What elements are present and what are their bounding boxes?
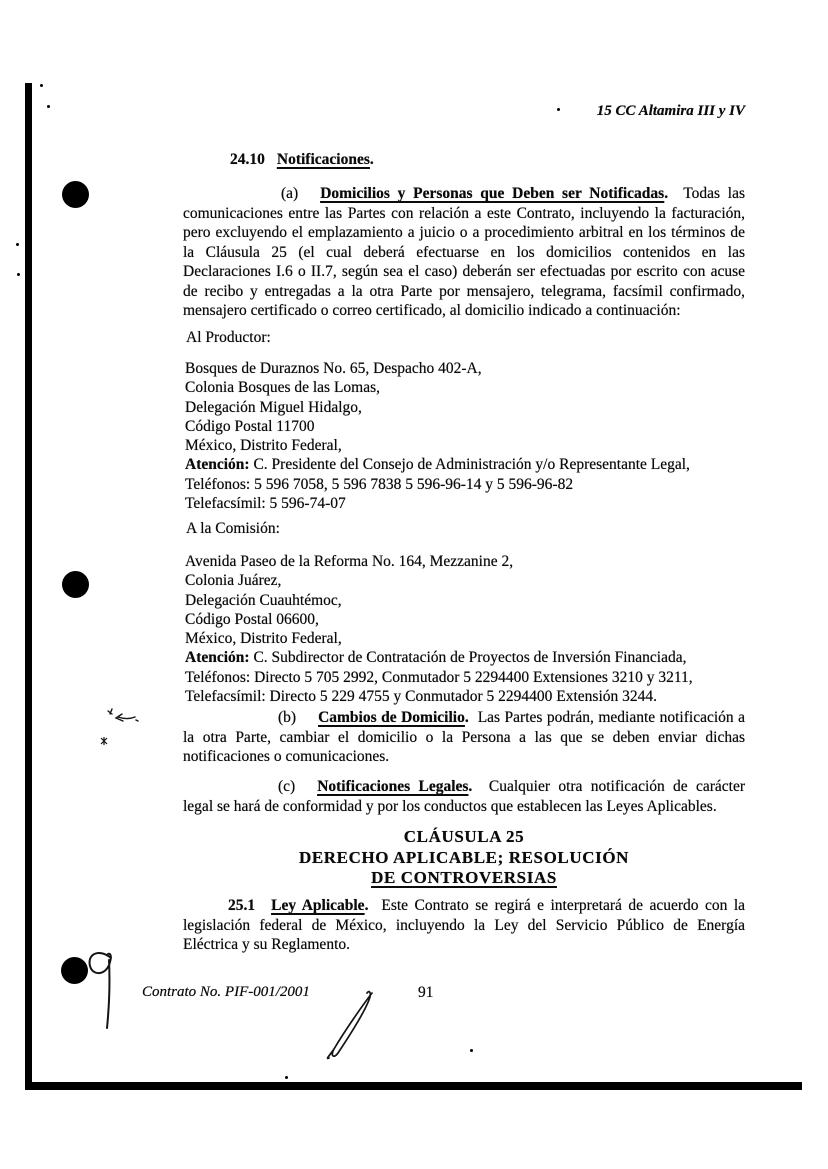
pen-mark-signature-squiggle: [322, 988, 380, 1064]
paragraph-c: [183, 777, 745, 816]
header-case-tag: 15 CC Altamira III y IV: [596, 103, 745, 119]
phones-line: Teléfonos: Directo 5 705 2992, Conmutador 5 2294400 Extensiones 3210 y 3211,: [185, 668, 693, 686]
section-number: 24.10: [230, 151, 265, 168]
section-title: Notificaciones: [276, 151, 370, 168]
scan-speck: [17, 273, 20, 276]
address-line: México, Distrito Federal,: [185, 437, 342, 455]
scan-speck: [47, 105, 50, 108]
paragraph-25-1: [183, 896, 745, 955]
address-line: México, Distrito Federal,: [185, 630, 342, 648]
address-line: Código Postal 06600,: [185, 610, 319, 628]
scan-left-border: [25, 83, 32, 1089]
paragraph-a: [183, 184, 745, 321]
scan-bottom-border: [25, 1082, 802, 1090]
punch-hole-middle: [62, 571, 89, 598]
paragraph-b-body: Las Partes podrán, mediante notificación a la otra Parte, cambiar el domicilio o la Persona a las que se deben enviar dichas notificaciones o comunicaciones.: [183, 709, 746, 765]
address-line: Bosques de Duraznos No. 65, Despacho 402-A,: [185, 360, 482, 377]
paragraph-c-marker: (c): [278, 778, 296, 795]
clause-25-line3: DE CONTROVERSIAS: [371, 868, 557, 887]
scan-speck: [470, 1049, 473, 1052]
scan-speck: [40, 84, 43, 87]
address-line: Colonia Bosques de las Lomas,: [185, 379, 381, 397]
clause-25-line2: DERECHO APLICABLE; RESOLUCIÓN: [298, 847, 630, 867]
footer-page-number: 91: [418, 984, 434, 1001]
clause-25-heading: [183, 827, 745, 889]
paragraph-c-body: Cualquier otra notificación de carácter legal se hará de conformidad y por los conductos que establecen las Leyes Aplicables.: [183, 778, 746, 815]
address-line: Delegación Cuauhtémoc,: [185, 591, 342, 609]
attention-value: C. Subdirector de Contratación de Proyectos de Inversión Financiada,: [253, 649, 687, 667]
paragraph-25-1-title-period: .: [364, 897, 369, 914]
section-24-10-heading: [183, 150, 745, 170]
attention-line: [185, 455, 747, 474]
paragraph-b-title: Cambios de Domicilio: [318, 709, 465, 726]
address-line: Delegación Miguel Hidalgo,: [185, 398, 362, 416]
scan-speck: [16, 243, 19, 246]
phones-line: Teléfonos: 5 596 7058, 5 596 7838 5 596-96-14 y 5 596-96-82: [185, 475, 574, 493]
attention-value: C. Presidente del Consejo de Administración y/o Representante Legal,: [253, 456, 690, 474]
paragraph-25-1-body: Este Contrato se regirá e interpretará de acuerdo con la legislación federal de México, incluyendo la Ley del Servicio Público de Energía Eléctrica y su Reglamento.: [183, 897, 745, 953]
attention-label: Atención:: [185, 456, 250, 474]
clause-25-line1: CLÁUSULA 25: [403, 827, 525, 846]
footer-contract-number: Contrato No. PIF-001/2001: [142, 984, 310, 1000]
producer-address-block: [185, 359, 747, 513]
scan-speck: [285, 1076, 288, 1079]
pen-mark-arrow: [106, 707, 140, 725]
paragraph-a-body: Todas las comunicaciones entre las Partes con relación a este Contrato, incluyendo la facturación, pero excluyendo el emplazamiento a juicio o a procedimiento arbitral en los términos de la Cláusula 25 (el cual deberá efectuarse en los domicilios contenidos en las Declaraciones I.6 o II.7, según sea el caso) deberán ser efectuadas por escrito con acuse de recibo y entregadas a la otra Parte por mensajero, telegrama, facsímil confirmado, mensajero certificado o correo certificado, al domicilio indicado a continuación:: [183, 185, 745, 319]
fax-line: Telefacsímil: 5 596-74-07: [185, 495, 346, 513]
pen-mark-loop: [83, 946, 129, 1034]
paragraph-c-title-period: .: [468, 778, 473, 795]
address-line: Avenida Paseo de la Reforma No. 164, Mezzanine 2,: [185, 553, 514, 570]
attention-line: [185, 648, 747, 667]
commission-label: A la Comisión:: [186, 520, 280, 537]
section-title-period: .: [369, 151, 374, 168]
address-line: Colonia Juárez,: [185, 572, 282, 590]
commission-address-block: [185, 552, 747, 706]
producer-label: Al Productor:: [186, 329, 271, 346]
punch-hole-top: [62, 181, 89, 208]
paragraph-a-title: Domicilios y Personas que Deben ser Notificadas: [320, 185, 665, 202]
paragraph-b-title-period: .: [464, 709, 469, 726]
scan-speck: [557, 108, 560, 111]
paragraph-25-1-number: 25.1: [228, 897, 256, 914]
paragraph-b: [183, 708, 745, 767]
paragraph-a-marker: (a): [281, 185, 299, 202]
fax-line: Telefacsímil: Directo 5 229 4755 y Conmutador 5 2294400 Extensión 3244.: [185, 688, 658, 706]
paragraph-a-title-period: .: [664, 185, 669, 202]
address-line: Código Postal 11700: [185, 417, 315, 435]
paragraph-b-marker: (b): [278, 709, 297, 726]
attention-label: Atención:: [185, 649, 250, 667]
paragraph-25-1-title: Ley Aplicable: [271, 897, 365, 914]
paragraph-c-title: Notificaciones Legales: [317, 778, 469, 795]
pen-mark-asterisk: [99, 736, 109, 746]
